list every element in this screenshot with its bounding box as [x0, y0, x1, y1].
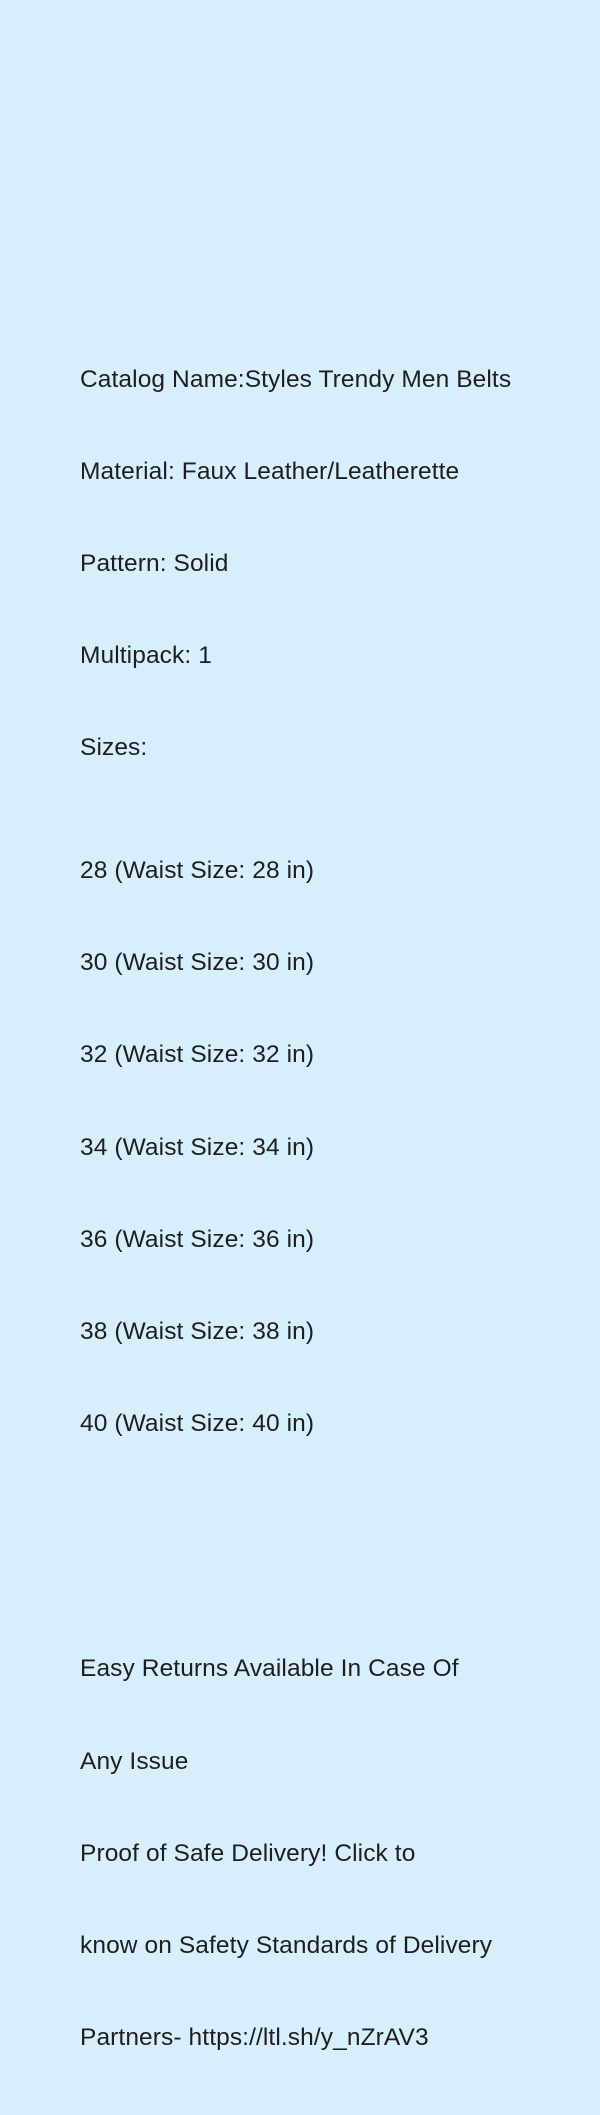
safe-delivery-line: know on Safety Standards of Delivery	[80, 1931, 493, 1959]
pattern-line: Pattern: Solid	[80, 550, 229, 578]
easy-returns-line: Easy Returns Available In Case Of	[80, 1655, 459, 1683]
size-option-line: 28 (Waist Size: 28 in)	[80, 857, 315, 885]
multipack-line: Multipack: 1	[80, 642, 212, 670]
size-option-line: 30 (Waist Size: 30 in)	[80, 949, 315, 977]
size-option-line: 32 (Waist Size: 32 in)	[80, 1041, 315, 1069]
product-description-text	[80, 273, 550, 2115]
size-option-line: 36 (Waist Size: 36 in)	[80, 1225, 315, 1253]
blank-line	[80, 1532, 550, 1563]
material-line: Material: Faux Leather/Leatherette	[80, 458, 460, 486]
easy-returns-line: Any Issue	[80, 1747, 189, 1775]
size-option-line: 40 (Waist Size: 40 in)	[80, 1409, 315, 1437]
delivery-partners-url-line: Partners- https://ltl.sh/y_nZrAV3	[80, 2023, 429, 2051]
sizes-label: Sizes:	[80, 734, 148, 762]
safe-delivery-line: Proof of Safe Delivery! Click to	[80, 1839, 416, 1867]
size-option-line: 38 (Waist Size: 38 in)	[80, 1317, 315, 1345]
catalog-name-line: Catalog Name:Styles Trendy Men Belts	[80, 366, 512, 394]
size-option-line: 34 (Waist Size: 34 in)	[80, 1133, 315, 1161]
